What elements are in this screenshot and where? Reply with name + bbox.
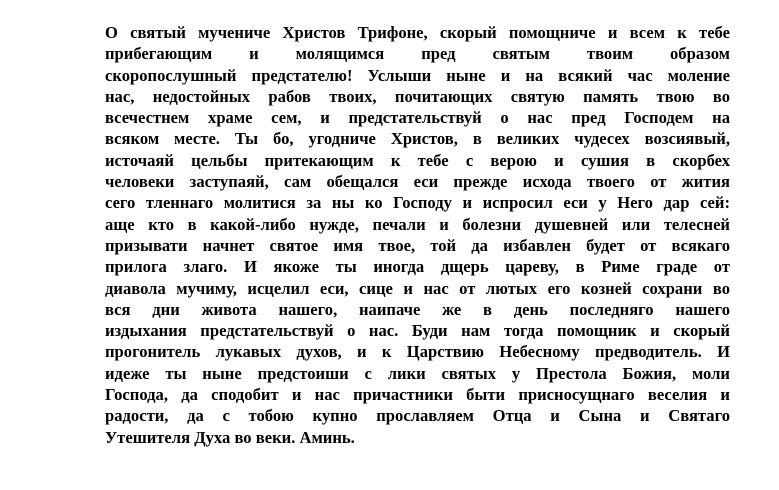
text-line: вся дни живота нашего, наипаче же в день последняго нашего — [105, 299, 730, 319]
text-line: Господа, да сподобит и нас причастники быти присносущнаго веселия и — [105, 385, 730, 405]
text-line: всяком месте. Ты бо, угодниче Христов, в великих чудесех возсиявый, — [105, 129, 730, 149]
text-line: прогонитель лукавых духов, и к Царствию Небесному предводитель. И — [105, 342, 730, 362]
text-line: призывати начнет святое имя твое, той да избавлен будет от всякаго — [105, 235, 730, 255]
text-line: нас, недостойных рабов твоих, почитающих святую память твою во — [105, 86, 730, 106]
text-line: О святый мучениче Христов Трифоне, скорый помощниче и всем к тебе — [105, 23, 730, 42]
text-line: прилога злаго. И якоже ты иногда дщерь цареву, в Риме граде от — [105, 257, 730, 277]
prayer-text — [105, 22, 730, 448]
text-line: источаяй цельбы притекающим к тебе с верою и сушия в скорбех — [105, 150, 730, 170]
text-line: скоропослушный предстателю! Услыши ныне и на всякий час моление — [105, 65, 730, 85]
text-line: идеже ты ныне предстоиши с лики святых у Престола Божия, моли — [105, 363, 730, 383]
text-line: прибегающим и молящимся пред святым твоим образом — [105, 44, 730, 64]
text-line: всечестнем храме сем, и предстательствуй о нас пред Господем на — [105, 108, 730, 128]
text-line: человеки заступаяй, сам обещался еси прежде исхода твоего от жития — [105, 172, 730, 192]
text-line: издыхания предстательствуй о нас. Буди нам тогда помощник и скорый — [105, 321, 730, 341]
text-line-last: Утешителя Духа во веки. Аминь. — [105, 427, 355, 447]
text-line: радости, да с тобою купно прославляем Отца и Сына и Святаго — [105, 406, 730, 426]
text-line: аще кто в какой-либо нужде, печали и болезни душевней или телесней — [105, 214, 730, 234]
text-line: сего тленнаго молитися за ны ко Господу и испросил еси у Него дар сей: — [105, 193, 730, 213]
text-line: диавола мучиму, исцелил еси, сице и нас от лютых его козней сохрани во — [105, 278, 730, 298]
